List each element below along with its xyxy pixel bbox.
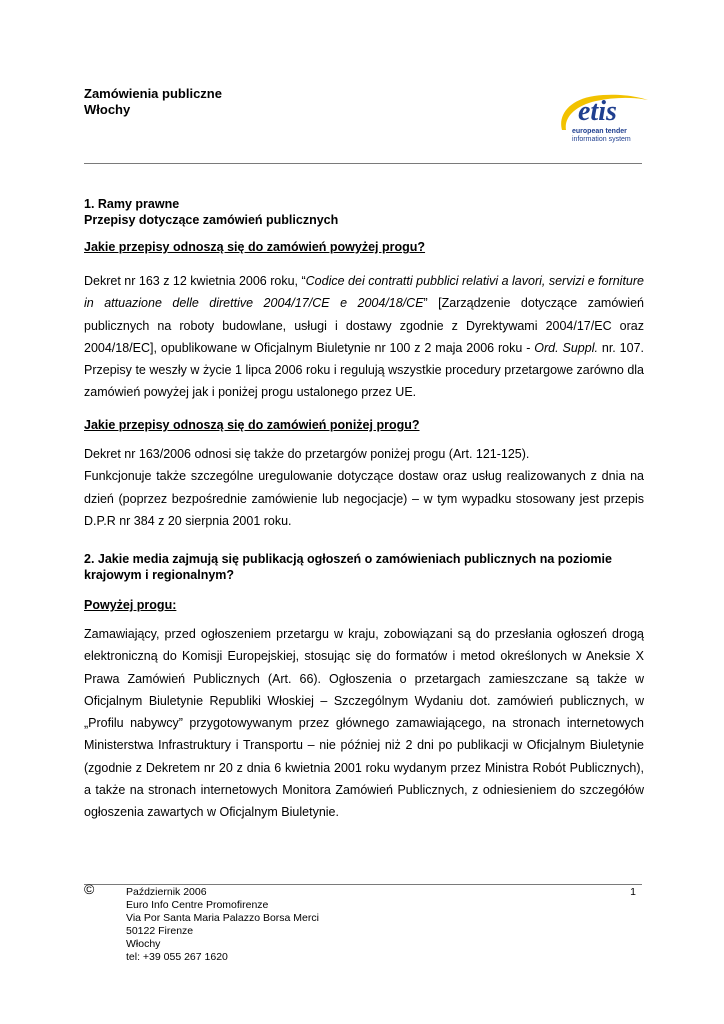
footer-city: 50122 Firenze [126,925,194,937]
subheading-above-threshold: Powyżej progu: [84,598,177,612]
paragraph-below-threshold [84,443,644,532]
section1-heading-number: 1. Ramy prawne [84,197,180,211]
document-header [84,86,222,118]
header-divider [84,163,642,164]
p2-line-decree: Dekret nr 163/2006 odnosi się także do przetargów poniżej progu (Art. 121-125). [84,447,530,461]
p1-text-c: nr. 107. Przepisy te weszły w życie 1 lipca 2006 roku i regulują wszystkie procedury przetargowe zarówno dla zamówień powyżej jak i poniżej progu ustalonego przez UE. [84,340,645,400]
p3-text: Zamawiający, przed ogłoszeniem przetargu w kraju, zobowiązani są do przesłania ogłoszeń drogą elektroniczną do Komisji Europejskiej, stosując się do formatów i metod określonych w Aneksie X Prawa Zamówień Publicznych (Art. 66). Ogłoszenia o przetargach zamieszczane są także w Oficjalnym Biuletynie Republiki Włoskiej – Szczególnym Wydaniu dot. zamówień publicznych, w „Profilu nabywcy” przygotowywanym przez głównego zamawiającego, na stronach internetowych Ministerstwa Infrastruktury i Transportu – nie później niż 2 dni po publikacji w Oficjalnym Biuletynie (zgodnie z Dekretem nr 20 z dnia 6 kwietnia 2001 roku wydanym przez Ministra Robót Publicznych), a także na stronach internetowych Monitora Zamówień Publicznych, z odniesieniem do szczegółów ogłoszenia zawartych w Oficjalnym Biuletynie. [84,627,644,820]
question-below-threshold: Jakie przepisy odnoszą się do zamówień poniżej progu? [84,418,420,432]
p1-italic-title: Codice dei contratti pubblici relativi a lavori, servizi e forniture in attuazione delle direttive 2004/17/CE e 2004/18/CE [84,274,644,311]
paragraph-publication-media [84,623,644,824]
question-above-threshold: Jakie przepisy odnoszą się do zamówień powyżej progu? [84,240,426,254]
footer-tel: tel: +39 055 267 1620 [126,951,228,963]
footer-street: Via Por Santa Maria Palazzo Borsa Merci [126,912,319,924]
p1-text-a: Dekret nr 163 z 12 kwietnia 2006 roku, “ [84,274,306,288]
copyright-symbol: © [84,881,95,897]
footer-divider [84,884,642,885]
page-number: 1 [630,886,636,898]
footer-country: Włochy [126,938,161,950]
header-title: Zamówienia publiczne [84,86,222,101]
section2-heading: 2. Jakie media zajmują się publikacją ogłoszeń o zamówieniach publicznych na poziomie krajowym i regionalnym? [84,552,612,582]
logo-tagline-2: information system [572,136,631,143]
paragraph-decree-163 [84,270,644,404]
p1-text-b: ” [Zarządzenie dotyczące zamówień publicznych na roboty budowlane, usługi i dostawy zgodnie z Dyrektywami 2004/17/EC oraz 2004/18/EC], opublikowane w Oficjalnym Biuletynie nr 100 z 2 maja 2006 roku - [84,296,644,355]
logo-word: etis [578,96,617,127]
logo-tagline [572,128,631,144]
logo-tagline-1: european tender [572,128,627,135]
footer-org: Euro Info Centre Promofirenze [126,899,269,911]
section1-heading-title: Przepisy dotyczące zamówień publicznych [84,213,339,227]
p1-italic-suppl: Ord. Suppl. [534,340,598,355]
footer-date: Październik 2006 [126,886,207,898]
footer-address [126,886,319,964]
p2-special-rules: Funkcjonuje także szczególne uregulowanie dotyczące dostaw oraz usług realizowanych z dnia na dzień (poprzez bezpośrednie zamówienie lub negocjacje) – w tym wypadku stosowany jest przepis D.P.R nr 384 z 20 sierpnia 2001 roku. [84,469,644,528]
section1-heading [84,196,644,228]
header-country: Włochy [84,102,131,117]
